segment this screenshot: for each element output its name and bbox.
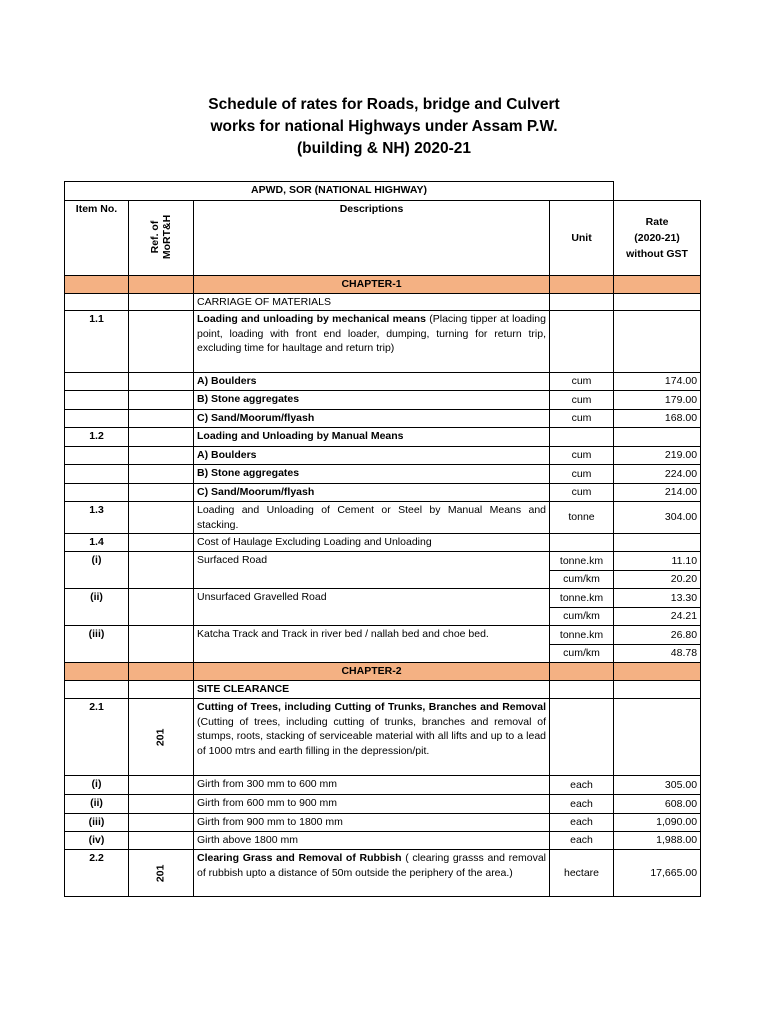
item-rate: 24.21 bbox=[614, 607, 701, 625]
item-description-rest: ( clearing grasss and removal of rubbish upto a distance of 50m outside the periphery of the area.) bbox=[197, 851, 546, 879]
title-line-2: works for national Highways under Assam P.W. bbox=[210, 118, 558, 135]
item-unit: cum bbox=[550, 410, 614, 428]
document-title bbox=[0, 94, 768, 160]
item-no: 1.1 bbox=[65, 311, 129, 373]
item-description-bold: Clearing Grass and Removal of Rubbish bbox=[197, 851, 402, 864]
item-rate: 1,090.00 bbox=[614, 813, 701, 831]
header-item-no: Item No. bbox=[65, 201, 129, 276]
item-rate: 13.30 bbox=[614, 588, 701, 607]
table-banner-row bbox=[65, 182, 701, 201]
item-description-rest: (Placing tipper at loading point, loading with front end loader, dumping, turning for return trip, excluding time for haultage and return trip) bbox=[197, 313, 546, 355]
item-rate: 20.20 bbox=[614, 570, 701, 588]
table-row bbox=[65, 813, 701, 831]
item-unit: each bbox=[550, 775, 614, 794]
table-banner: APWD, SOR (NATIONAL HIGHWAY) bbox=[65, 182, 614, 201]
table-header-row bbox=[65, 201, 701, 276]
item-ref-label: 201 bbox=[154, 864, 167, 882]
item-rate: 214.00 bbox=[614, 484, 701, 502]
item-rate: 48.78 bbox=[614, 644, 701, 662]
item-no: 1.4 bbox=[65, 534, 129, 552]
item-unit: each bbox=[550, 794, 614, 813]
chapter-1-row bbox=[65, 276, 701, 294]
item-no: (iii) bbox=[65, 625, 129, 662]
item-no: (i) bbox=[65, 775, 129, 794]
item-unit: cum bbox=[550, 447, 614, 465]
item-rate: 26.80 bbox=[614, 625, 701, 644]
item-unit: hectare bbox=[550, 849, 614, 896]
header-descriptions: Descriptions bbox=[194, 201, 550, 276]
table-row bbox=[65, 391, 701, 410]
table-row bbox=[65, 447, 701, 465]
item-unit: cum bbox=[550, 391, 614, 410]
table-row bbox=[65, 410, 701, 428]
item-unit: tonne bbox=[550, 502, 614, 534]
rates-table bbox=[64, 181, 701, 897]
item-description bbox=[194, 698, 550, 775]
item-no: (iii) bbox=[65, 813, 129, 831]
item-rate: 608.00 bbox=[614, 794, 701, 813]
item-rate: 219.00 bbox=[614, 447, 701, 465]
item-description: A) Boulders bbox=[194, 447, 550, 465]
item-rate: 305.00 bbox=[614, 775, 701, 794]
item-unit: each bbox=[550, 831, 614, 849]
header-unit: Unit bbox=[550, 201, 614, 276]
item-description: C) Sand/Moorum/flyash bbox=[194, 484, 550, 502]
item-description: Loading and Unloading by Manual Means bbox=[194, 428, 550, 447]
item-ref bbox=[129, 849, 194, 896]
table-row bbox=[65, 775, 701, 794]
item-unit: cum/km bbox=[550, 570, 614, 588]
item-unit: cum/km bbox=[550, 644, 614, 662]
item-rate: 224.00 bbox=[614, 465, 701, 484]
table-row bbox=[65, 373, 701, 391]
table-row bbox=[65, 534, 701, 552]
item-rate: 1,988.00 bbox=[614, 831, 701, 849]
table-row bbox=[65, 849, 701, 896]
table-row bbox=[65, 465, 701, 484]
item-description: C) Sand/Moorum/flyash bbox=[194, 410, 550, 428]
table-row bbox=[65, 551, 701, 570]
item-description: Girth from 300 mm to 600 mm bbox=[194, 775, 550, 794]
header-rate-l2: (2020-21) bbox=[634, 232, 680, 244]
header-rate-l3: without GST bbox=[626, 248, 688, 260]
header-rate-l1: Rate bbox=[645, 216, 669, 228]
item-no: (ii) bbox=[65, 588, 129, 625]
table-row bbox=[65, 794, 701, 813]
item-rate: 17,665.00 bbox=[614, 849, 701, 896]
item-rate: 304.00 bbox=[614, 502, 701, 534]
item-description: Katcha Track and Track in river bed / nallah bed and choe bed. bbox=[194, 625, 550, 662]
item-description-bold: Cutting of Trees, including Cutting of Trunks, Branches and Removal bbox=[197, 700, 546, 713]
table-row bbox=[65, 698, 701, 775]
table-row bbox=[65, 428, 701, 447]
item-rate: 11.10 bbox=[614, 551, 701, 570]
item-no: 2.1 bbox=[65, 698, 129, 775]
table-row bbox=[65, 625, 701, 644]
item-description: Girth above 1800 mm bbox=[194, 831, 550, 849]
item-ref bbox=[129, 698, 194, 775]
section-carriage: CARRIAGE OF MATERIALS bbox=[194, 293, 550, 311]
item-unit: tonne.km bbox=[550, 551, 614, 570]
chapter-2-label: CHAPTER-2 bbox=[194, 662, 550, 680]
item-no: 1.3 bbox=[65, 502, 129, 534]
item-unit: cum bbox=[550, 465, 614, 484]
item-unit: tonne.km bbox=[550, 588, 614, 607]
header-rate bbox=[614, 201, 701, 276]
item-description: Loading and Unloading of Cement or Steel by Manual Means and stacking. bbox=[194, 502, 550, 534]
item-description: Surfaced Road bbox=[194, 551, 550, 588]
section-site-clearance: SITE CLEARANCE bbox=[194, 680, 550, 698]
item-no: 2.2 bbox=[65, 849, 129, 896]
table-row bbox=[65, 680, 701, 698]
item-unit: each bbox=[550, 813, 614, 831]
table-row bbox=[65, 502, 701, 534]
item-description: Girth from 600 mm to 900 mm bbox=[194, 794, 550, 813]
table-row bbox=[65, 293, 701, 311]
item-rate: 179.00 bbox=[614, 391, 701, 410]
table-row bbox=[65, 588, 701, 607]
item-no: (iv) bbox=[65, 831, 129, 849]
title-line-1: Schedule of rates for Roads, bridge and Culvert bbox=[208, 96, 560, 113]
item-description-bold: Loading and unloading by mechanical means bbox=[197, 313, 426, 326]
header-ref bbox=[129, 201, 194, 276]
item-description: B) Stone aggregates bbox=[194, 391, 550, 410]
item-unit: tonne.km bbox=[550, 625, 614, 644]
item-description: Girth from 900 mm to 1800 mm bbox=[194, 813, 550, 831]
item-unit: cum/km bbox=[550, 607, 614, 625]
item-description: B) Stone aggregates bbox=[194, 465, 550, 484]
header-ref-label: Ref. of MoRT&H bbox=[149, 215, 173, 260]
item-no: (i) bbox=[65, 551, 129, 588]
item-rate: 174.00 bbox=[614, 373, 701, 391]
chapter-1-label: CHAPTER-1 bbox=[194, 276, 550, 294]
item-unit: cum bbox=[550, 373, 614, 391]
item-no: 1.2 bbox=[65, 428, 129, 447]
item-description bbox=[194, 311, 550, 373]
item-no: (ii) bbox=[65, 794, 129, 813]
chapter-2-row bbox=[65, 662, 701, 680]
item-rate: 168.00 bbox=[614, 410, 701, 428]
table-row bbox=[65, 484, 701, 502]
item-description: Cost of Haulage Excluding Loading and Unloading bbox=[194, 534, 550, 552]
item-description: Unsurfaced Gravelled Road bbox=[194, 588, 550, 625]
item-unit: cum bbox=[550, 484, 614, 502]
table-row bbox=[65, 311, 701, 373]
title-line-3: (building & NH) 2020-21 bbox=[297, 140, 471, 157]
item-description-rest: (Cutting of trees, including cutting of trunks, branches and removal of stumps, roots, stacking of serviceable material with all lifts and up to a lead of 1000 mtrs and earth filling in the depression/pit. bbox=[197, 715, 546, 757]
table-row bbox=[65, 831, 701, 849]
item-description: A) Boulders bbox=[194, 373, 550, 391]
item-ref-label: 201 bbox=[154, 728, 167, 746]
item-description bbox=[194, 849, 550, 896]
